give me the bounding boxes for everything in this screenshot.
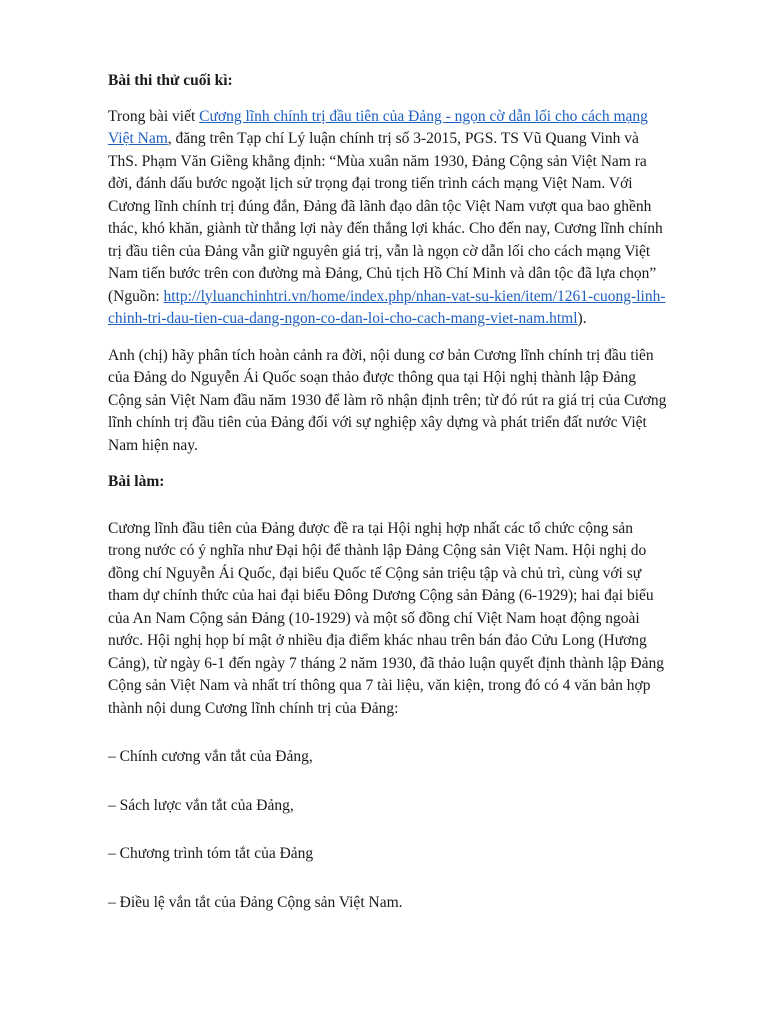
document-page xyxy=(108,70,668,914)
list-item: – Chính cương vắn tắt của Đảng, xyxy=(108,748,313,765)
question-paragraph: Anh (chị) hãy phân tích hoàn cảnh ra đời, nội dung cơ bản Cương lĩnh chính trị đầu tiên của Đảng do Nguyễn Ái Quốc soạn thảo được thông qua tại Hội nghị thành lập Đảng Cộng sản Việt Nam đầu năm 1930 để làm rõ nhận định trên; từ đó rút ra giá trị của Cương lĩnh chính trị đầu tiên của Đảng đối với sự nghiệp xây dựng và phát triển đất nước Việt Nam hiện nay. xyxy=(108,346,667,454)
source-link[interactable]: http://lyluanchinhtri.vn/home/index.php/nhan-vat-su-kien/item/1261-cuong-linh-chinh-tri-dau-tien-cua-dang-ngon-co-dan-loi-cho-cach-mang-viet-nam.html xyxy=(108,287,666,327)
list-item: – Chương trình tóm tắt của Đảng xyxy=(108,845,314,862)
intro-paragraph xyxy=(108,106,668,331)
source-suffix: ). xyxy=(577,310,587,327)
page-title: Bài thi thử cuối kì: xyxy=(108,72,233,89)
article-link[interactable]: Cương lĩnh chính trị đầu tiên của Đảng - ngọn cờ dẫn lối cho cách mạng Việt Nam xyxy=(108,107,648,147)
intro-prefix: Trong bài viết xyxy=(108,107,200,125)
list-item: – Điều lệ vắn tắt của Đảng Cộng sản Việt Nam. xyxy=(108,893,403,911)
answer-heading: Bài làm: xyxy=(108,473,165,490)
answer-paragraph: Cương lĩnh đầu tiên của Đảng được đề ra tại Hội nghị hợp nhất các tổ chức cộng sản trong nước có ý nghĩa như Đại hội để thành lập Đảng Cộng sản Việt Nam. Hội nghị do đồng chí Nguyễn Ái Quốc, đại biểu Quốc tế Cộng sản triệu tập và chủ trì, cùng với sự tham dự chính thức của hai đại biểu Đông Dương Cộng sản Đảng (6-1929); hai đại biểu của An Nam Cộng sản Đảng (10-1929) và một số đồng chí Việt Nam hoạt động ngoài nước. Hội nghị họp bí mật ở nhiều địa điểm khác nhau trên bán đảo Cửu Long (Hương Cảng), từ ngày 6-1 đến ngày 7 tháng 2 năm 1930, đã thảo luận quyết định thành lập Đảng Cộng sản Việt Nam và nhất trí thông qua 7 tài liệu, văn kiện, trong đó có 4 văn bản hợp thành nội dung Cương lĩnh chính trị của Đảng: xyxy=(108,519,664,717)
source-prefix: (Nguồn: xyxy=(108,287,164,305)
intro-body: , đăng trên Tạp chí Lý luận chính trị số 3-2015, PGS. TS Vũ Quang Vinh và ThS. Phạm Văn Giềng khẳng định: “Mùa xuân năm 1930, Đảng Cộng sản Việt Nam ra đời, đánh dấu bước ngoặt lịch sử trọng đại trong tiến trình cách mạng Việt Nam. Với Cương lĩnh chính trị đúng đắn, Đảng đã lãnh đạo dân tộc Việt Nam vượt qua bao ghềnh thác, khó khăn, giành từ thắng lợi này đến thắng lợi khác. Cho đến nay, Cương lĩnh chính trị đầu tiên của Đảng vẫn giữ nguyên giá trị, vẫn là ngọn cờ dẫn lối cho cách mạng Việt Nam tiến bước trên con đường mà Đảng, Chủ tịch Hồ Chí Minh và dân tộc đã lựa chọn” xyxy=(108,130,663,282)
list-item: – Sách lược vắn tắt của Đảng, xyxy=(108,796,294,814)
